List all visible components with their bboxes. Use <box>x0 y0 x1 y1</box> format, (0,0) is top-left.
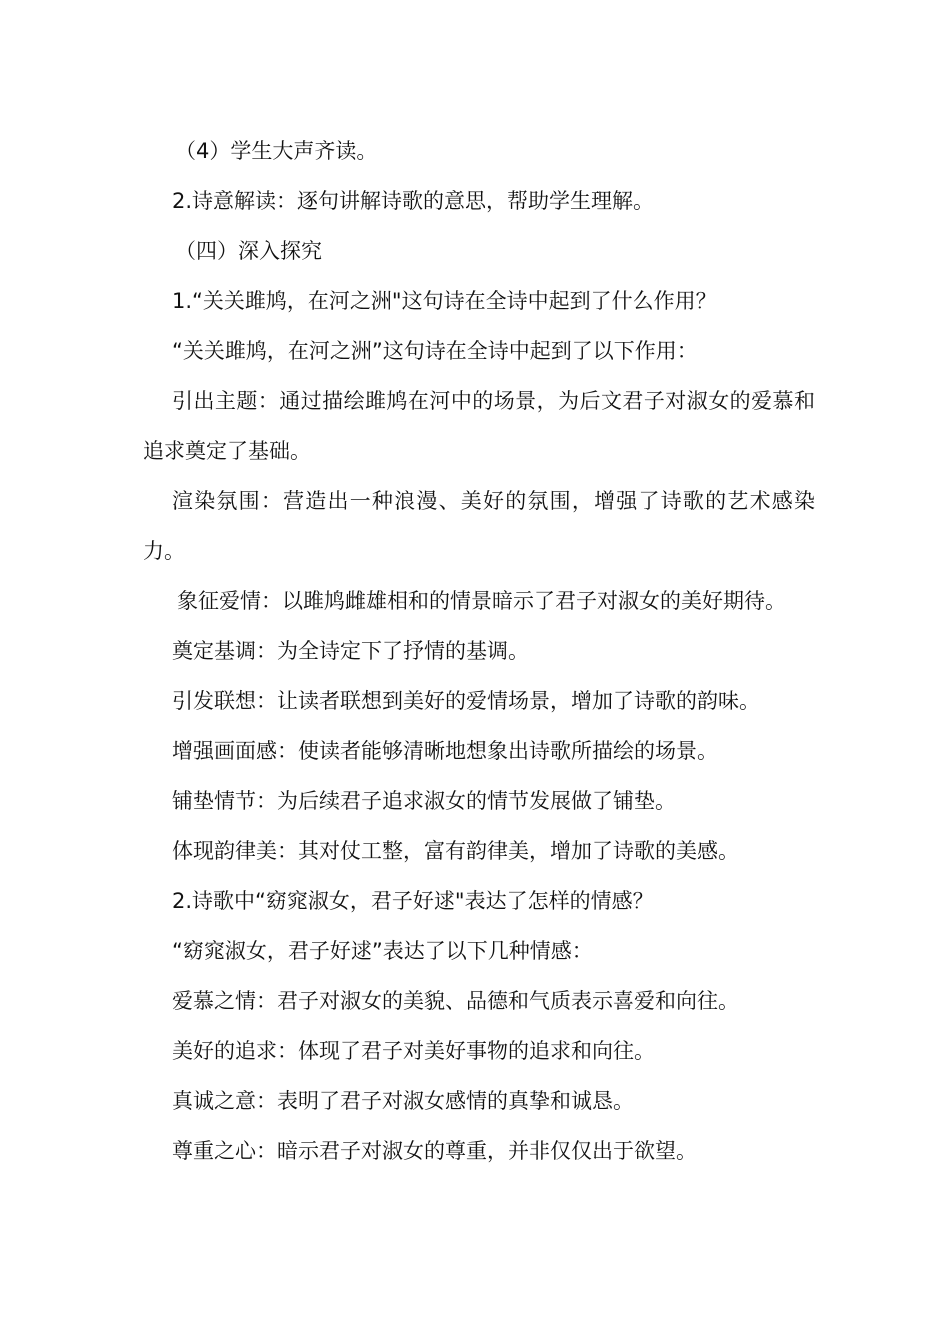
answer-2-point-respect: 尊重之心：暗示君子对淑女的尊重，并非仅仅出于欲望。 <box>172 1139 697 1163</box>
answer-1-point-plot: 铺垫情节：为后续君子追求淑女的情节发展做了铺垫。 <box>172 789 676 813</box>
answer-1-point-tone: 奠定基调：为全诗定下了抒情的基调。 <box>172 639 529 663</box>
answer-1-point-association: 引发联想：让读者联想到美好的爱情场景，增加了诗歌的韵味。 <box>172 689 760 713</box>
section-heading-deep-inquiry: （四）深入探究 <box>175 239 322 263</box>
answer-2-intro: “窈窕淑女，君子好逑”表达了以下几种情感： <box>172 939 593 963</box>
answer-1-point-symbol: 象征爱情：以雎鸠雌雄相和的情景暗示了君子对淑女的美好期待。 <box>177 589 786 613</box>
answer-1-intro: “关关雎鸠，在河之洲”这句诗在全诗中起到了以下作用： <box>172 339 698 363</box>
document-body <box>143 126 815 1176</box>
answer-1-point-imagery: 增强画面感：使读者能够清晰地想象出诗歌所描绘的场景。 <box>172 739 718 763</box>
answer-2-point-sincerity: 真诚之意：表明了君子对淑女感情的真挚和诚恳。 <box>172 1089 634 1113</box>
answer-2-point-admiration: 爱慕之情：君子对淑女的美貌、品德和气质表示喜爱和向往。 <box>172 989 739 1013</box>
paragraph-meaning-interpretation: 2.诗意解读：逐句讲解诗歌的意思，帮助学生理解。 <box>172 189 655 213</box>
question-2: 2.诗歌中“窈窕淑女，君子好逑"表达了怎样的情感？ <box>172 889 654 913</box>
answer-2-point-pursuit: 美好的追求：体现了君子对美好事物的追求和向往。 <box>172 1039 655 1063</box>
answer-1-point-atmosphere: 渲染氛围：营造出一种浪漫、美好的氛围，增强了诗歌的艺术感染力。 <box>143 489 815 563</box>
question-1: 1.“关关雎鸠，在河之洲"这句诗在全诗中起到了什么作用？ <box>172 289 717 313</box>
answer-1-point-rhythm: 体现韵律美：其对仗工整，富有韵律美，增加了诗歌的美感。 <box>172 839 739 863</box>
answer-1-point-theme: 引出主题：通过描绘雎鸠在河中的场景，为后文君子对淑女的爱慕和追求奠定了基础。 <box>143 389 815 463</box>
paragraph-student-reading: （4）学生大声齐读。 <box>175 139 378 163</box>
